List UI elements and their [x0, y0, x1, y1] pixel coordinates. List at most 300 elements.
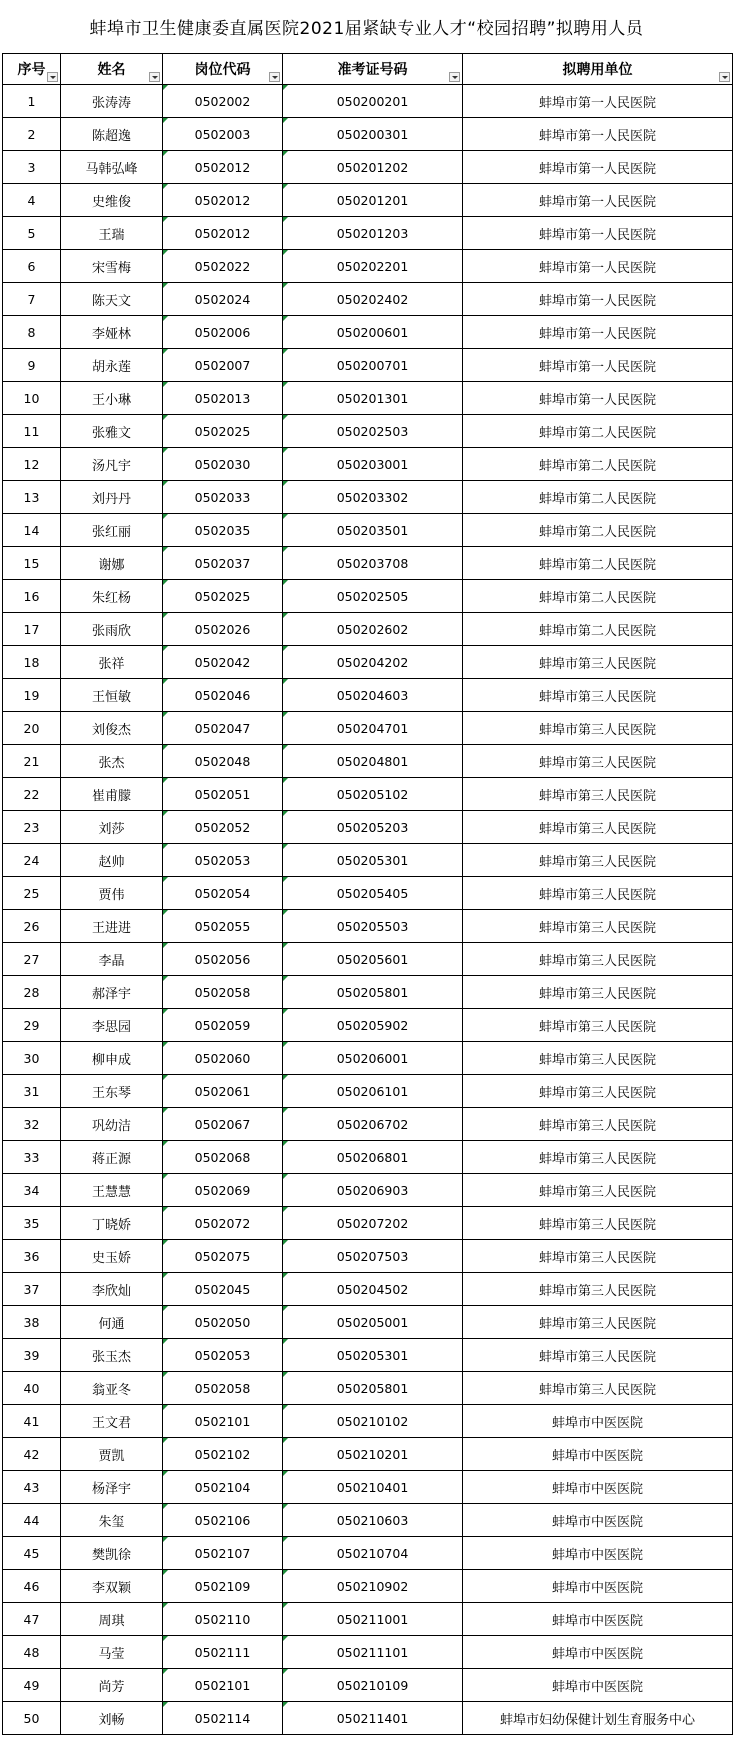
serial-cell[interactable]: 43: [3, 1471, 61, 1504]
name-cell[interactable]: 刘俊杰: [61, 712, 163, 745]
table-row: [3, 1042, 733, 1075]
employer-cell[interactable]: 蚌埠市第三人民医院: [463, 1108, 733, 1141]
name-cell[interactable]: 王小琳: [61, 382, 163, 415]
header-serial: [3, 54, 61, 85]
table-row: [3, 976, 733, 1009]
name-cell[interactable]: 王瑞: [61, 217, 163, 250]
name-cell[interactable]: 赵帅: [61, 844, 163, 877]
exam-number-cell[interactable]: 050206001: [283, 1042, 463, 1075]
employer-cell[interactable]: 蚌埠市第三人民医院: [463, 976, 733, 1009]
table-row: [3, 283, 733, 316]
name-cell[interactable]: 王东琴: [61, 1075, 163, 1108]
exam-number-cell[interactable]: 050206903: [283, 1174, 463, 1207]
header-label: 拟聘用单位: [562, 62, 633, 78]
employer-cell[interactable]: 蚌埠市第二人民医院: [463, 613, 733, 646]
serial-cell[interactable]: 37: [3, 1273, 61, 1306]
serial-cell[interactable]: 23: [3, 811, 61, 844]
table-row: [3, 85, 733, 118]
serial-cell[interactable]: 38: [3, 1306, 61, 1339]
table-row: [3, 580, 733, 613]
position-code-cell[interactable]: 0502003: [163, 118, 283, 151]
position-code-cell[interactable]: 0502111: [163, 1636, 283, 1669]
name-cell[interactable]: 马韩弘峰: [61, 151, 163, 184]
employer-cell[interactable]: 蚌埠市妇幼保健计划生育服务中心: [463, 1702, 733, 1735]
name-cell[interactable]: 王文君: [61, 1405, 163, 1438]
position-code-cell[interactable]: 0502006: [163, 316, 283, 349]
recruitment-table: [2, 53, 733, 1735]
exam-number-cell[interactable]: 050203001: [283, 448, 463, 481]
header-label: 姓名: [97, 62, 126, 78]
header-position-code: [163, 54, 283, 85]
exam-number-cell[interactable]: 050201301: [283, 382, 463, 415]
header-name: [61, 54, 163, 85]
name-cell[interactable]: 张杰: [61, 745, 163, 778]
name-cell[interactable]: 张雨欣: [61, 613, 163, 646]
table-row: [3, 1339, 733, 1372]
serial-cell[interactable]: 32: [3, 1108, 61, 1141]
employer-cell[interactable]: 蚌埠市第一人民医院: [463, 283, 733, 316]
name-cell[interactable]: 汤凡宇: [61, 448, 163, 481]
serial-cell[interactable]: 47: [3, 1603, 61, 1636]
exam-number-cell[interactable]: 050205001: [283, 1306, 463, 1339]
employer-cell[interactable]: 蚌埠市第一人民医院: [463, 151, 733, 184]
employer-cell[interactable]: 蚌埠市第一人民医院: [463, 85, 733, 118]
employer-cell[interactable]: 蚌埠市第三人民医院: [463, 712, 733, 745]
table-row: [3, 481, 733, 514]
table-row: [3, 1141, 733, 1174]
serial-cell[interactable]: 6: [3, 250, 61, 283]
employer-cell[interactable]: 蚌埠市第三人民医院: [463, 1141, 733, 1174]
employer-cell[interactable]: 蚌埠市中医医院: [463, 1669, 733, 1702]
name-cell[interactable]: 张玉杰: [61, 1339, 163, 1372]
position-code-cell[interactable]: 0502106: [163, 1504, 283, 1537]
name-cell[interactable]: 朱玺: [61, 1504, 163, 1537]
serial-cell[interactable]: 26: [3, 910, 61, 943]
serial-cell[interactable]: 41: [3, 1405, 61, 1438]
name-cell[interactable]: 史维俊: [61, 184, 163, 217]
position-code-cell[interactable]: 0502059: [163, 1009, 283, 1042]
exam-number-cell[interactable]: 050203708: [283, 547, 463, 580]
exam-number-cell[interactable]: 050202505: [283, 580, 463, 613]
exam-number-cell[interactable]: 050210201: [283, 1438, 463, 1471]
serial-cell[interactable]: 27: [3, 943, 61, 976]
exam-number-cell[interactable]: 050201201: [283, 184, 463, 217]
name-cell[interactable]: 贾伟: [61, 877, 163, 910]
name-cell[interactable]: 张雅文: [61, 415, 163, 448]
name-cell[interactable]: 王恒敏: [61, 679, 163, 712]
serial-cell[interactable]: 46: [3, 1570, 61, 1603]
serial-cell[interactable]: 18: [3, 646, 61, 679]
employer-cell[interactable]: 蚌埠市第三人民医院: [463, 1075, 733, 1108]
employer-cell[interactable]: 蚌埠市第三人民医院: [463, 1240, 733, 1273]
serial-cell[interactable]: 9: [3, 349, 61, 382]
employer-cell[interactable]: 蚌埠市第三人民医院: [463, 1174, 733, 1207]
employer-cell[interactable]: 蚌埠市第一人民医院: [463, 349, 733, 382]
table-row: [3, 1306, 733, 1339]
position-code-cell[interactable]: 0502013: [163, 382, 283, 415]
position-code-cell[interactable]: 0502026: [163, 613, 283, 646]
serial-cell[interactable]: 17: [3, 613, 61, 646]
serial-cell[interactable]: 7: [3, 283, 61, 316]
exam-number-cell[interactable]: 050205801: [283, 976, 463, 1009]
position-code-cell[interactable]: 0502022: [163, 250, 283, 283]
employer-cell[interactable]: 蚌埠市第二人民医院: [463, 580, 733, 613]
position-code-cell[interactable]: 0502067: [163, 1108, 283, 1141]
table-row: [3, 646, 733, 679]
name-cell[interactable]: 郝泽宇: [61, 976, 163, 1009]
employer-cell[interactable]: 蚌埠市第三人民医院: [463, 1372, 733, 1405]
table-row: [3, 217, 733, 250]
employer-cell[interactable]: 蚌埠市中医医院: [463, 1471, 733, 1504]
position-code-cell[interactable]: 0502101: [163, 1405, 283, 1438]
serial-cell[interactable]: 25: [3, 877, 61, 910]
position-code-cell[interactable]: 0502058: [163, 976, 283, 1009]
name-cell[interactable]: 丁晓娇: [61, 1207, 163, 1240]
exam-number-cell[interactable]: 050210109: [283, 1669, 463, 1702]
table-row: [3, 745, 733, 778]
header-employer: [463, 54, 733, 85]
exam-number-cell[interactable]: 050205301: [283, 1339, 463, 1372]
name-cell[interactable]: 李娅林: [61, 316, 163, 349]
exam-number-cell[interactable]: 050201202: [283, 151, 463, 184]
exam-number-cell[interactable]: 050210704: [283, 1537, 463, 1570]
exam-number-cell[interactable]: 050206101: [283, 1075, 463, 1108]
position-code-cell[interactable]: 0502048: [163, 745, 283, 778]
position-code-cell[interactable]: 0502072: [163, 1207, 283, 1240]
employer-cell[interactable]: 蚌埠市第三人民医院: [463, 1273, 733, 1306]
exam-number-cell[interactable]: 050211101: [283, 1636, 463, 1669]
employer-cell[interactable]: 蚌埠市第一人民医院: [463, 382, 733, 415]
exam-number-cell[interactable]: 050205102: [283, 778, 463, 811]
table-row: [3, 1405, 733, 1438]
employer-cell[interactable]: 蚌埠市第三人民医院: [463, 1207, 733, 1240]
employer-cell[interactable]: 蚌埠市第一人民医院: [463, 217, 733, 250]
position-code-cell[interactable]: 0502025: [163, 580, 283, 613]
position-code-cell[interactable]: 0502052: [163, 811, 283, 844]
employer-cell[interactable]: 蚌埠市中医医院: [463, 1504, 733, 1537]
serial-cell[interactable]: 24: [3, 844, 61, 877]
table-body: [3, 85, 733, 1735]
serial-cell[interactable]: 16: [3, 580, 61, 613]
name-cell[interactable]: 史玉娇: [61, 1240, 163, 1273]
exam-number-cell[interactable]: 050200301: [283, 118, 463, 151]
position-code-cell[interactable]: 0502114: [163, 1702, 283, 1735]
exam-number-cell[interactable]: 050200201: [283, 85, 463, 118]
header-label: 序号: [17, 62, 46, 78]
employer-cell[interactable]: 蚌埠市第三人民医院: [463, 943, 733, 976]
filter-dropdown-icon[interactable]: [47, 72, 58, 82]
name-cell[interactable]: 翁亚冬: [61, 1372, 163, 1405]
name-cell[interactable]: 李晶: [61, 943, 163, 976]
table-row: [3, 316, 733, 349]
name-cell[interactable]: 朱红杨: [61, 580, 163, 613]
position-code-cell[interactable]: 0502053: [163, 1339, 283, 1372]
serial-cell[interactable]: 19: [3, 679, 61, 712]
exam-number-cell[interactable]: 050202402: [283, 283, 463, 316]
exam-number-cell[interactable]: 050200601: [283, 316, 463, 349]
header-label: 岗位代码: [194, 62, 251, 78]
employer-cell[interactable]: 蚌埠市第二人民医院: [463, 514, 733, 547]
name-cell[interactable]: 杨泽宇: [61, 1471, 163, 1504]
employer-cell[interactable]: 蚌埠市第三人民医院: [463, 1009, 733, 1042]
position-code-cell[interactable]: 0502053: [163, 844, 283, 877]
exam-number-cell[interactable]: 050206801: [283, 1141, 463, 1174]
exam-number-cell[interactable]: 050207503: [283, 1240, 463, 1273]
position-code-cell[interactable]: 0502061: [163, 1075, 283, 1108]
employer-cell[interactable]: 蚌埠市第二人民医院: [463, 481, 733, 514]
serial-cell[interactable]: 48: [3, 1636, 61, 1669]
serial-cell[interactable]: 28: [3, 976, 61, 1009]
serial-cell[interactable]: 12: [3, 448, 61, 481]
table-row: [3, 382, 733, 415]
name-cell[interactable]: 刘畅: [61, 1702, 163, 1735]
employer-cell[interactable]: 蚌埠市中医医院: [463, 1537, 733, 1570]
employer-cell[interactable]: 蚌埠市第二人民医院: [463, 448, 733, 481]
name-cell[interactable]: 尚芳: [61, 1669, 163, 1702]
name-cell[interactable]: 马莹: [61, 1636, 163, 1669]
table-row: [3, 1702, 733, 1735]
serial-cell[interactable]: 50: [3, 1702, 61, 1735]
table-row: [3, 184, 733, 217]
serial-cell[interactable]: 39: [3, 1339, 61, 1372]
serial-cell[interactable]: 10: [3, 382, 61, 415]
document-title: 蚌埠市卫生健康委直属医院2021届紧缺专业人才“校园招聘”拟聘用人员: [89, 18, 644, 39]
name-cell[interactable]: 张祥: [61, 646, 163, 679]
exam-number-cell[interactable]: 050204202: [283, 646, 463, 679]
employer-cell[interactable]: 蚌埠市第三人民医院: [463, 910, 733, 943]
serial-cell[interactable]: 31: [3, 1075, 61, 1108]
position-code-cell[interactable]: 0502045: [163, 1273, 283, 1306]
employer-cell[interactable]: 蚌埠市中医医院: [463, 1438, 733, 1471]
serial-cell[interactable]: 35: [3, 1207, 61, 1240]
filter-dropdown-icon[interactable]: [719, 72, 730, 82]
employer-cell[interactable]: 蚌埠市第二人民医院: [463, 415, 733, 448]
exam-number-cell[interactable]: 050203302: [283, 481, 463, 514]
table-row: [3, 547, 733, 580]
employer-cell[interactable]: 蚌埠市第三人民医院: [463, 877, 733, 910]
name-cell[interactable]: 宋雪梅: [61, 250, 163, 283]
name-cell[interactable]: 王慧慧: [61, 1174, 163, 1207]
exam-number-cell[interactable]: 050210401: [283, 1471, 463, 1504]
serial-cell[interactable]: 11: [3, 415, 61, 448]
exam-number-cell[interactable]: 050210603: [283, 1504, 463, 1537]
serial-cell[interactable]: 8: [3, 316, 61, 349]
position-code-cell[interactable]: 0502054: [163, 877, 283, 910]
position-code-cell[interactable]: 0502033: [163, 481, 283, 514]
serial-cell[interactable]: 44: [3, 1504, 61, 1537]
table-row: [3, 1240, 733, 1273]
exam-number-cell[interactable]: 050202201: [283, 250, 463, 283]
employer-cell[interactable]: 蚌埠市第一人民医院: [463, 184, 733, 217]
serial-cell[interactable]: 22: [3, 778, 61, 811]
name-cell[interactable]: 刘丹丹: [61, 481, 163, 514]
employer-cell[interactable]: 蚌埠市第一人民医院: [463, 250, 733, 283]
exam-number-cell[interactable]: 050202602: [283, 613, 463, 646]
name-cell[interactable]: 张涛涛: [61, 85, 163, 118]
table-row: [3, 1570, 733, 1603]
serial-cell[interactable]: 21: [3, 745, 61, 778]
position-code-cell[interactable]: 0502075: [163, 1240, 283, 1273]
position-code-cell[interactable]: 0502035: [163, 514, 283, 547]
employer-cell[interactable]: 蚌埠市第三人民医院: [463, 679, 733, 712]
serial-cell[interactable]: 1: [3, 85, 61, 118]
exam-number-cell[interactable]: 050205801: [283, 1372, 463, 1405]
position-code-cell[interactable]: 0502050: [163, 1306, 283, 1339]
serial-cell[interactable]: 45: [3, 1537, 61, 1570]
serial-cell[interactable]: 33: [3, 1141, 61, 1174]
table-row: [3, 151, 733, 184]
name-cell[interactable]: 贾凯: [61, 1438, 163, 1471]
serial-cell[interactable]: 13: [3, 481, 61, 514]
filter-dropdown-icon[interactable]: [269, 72, 280, 82]
serial-cell[interactable]: 40: [3, 1372, 61, 1405]
table-row: [3, 877, 733, 910]
position-code-cell[interactable]: 0502007: [163, 349, 283, 382]
name-cell[interactable]: 李欣灿: [61, 1273, 163, 1306]
position-code-cell[interactable]: 0502012: [163, 151, 283, 184]
serial-cell[interactable]: 3: [3, 151, 61, 184]
employer-cell[interactable]: 蚌埠市第三人民医院: [463, 646, 733, 679]
name-cell[interactable]: 胡永莲: [61, 349, 163, 382]
table-row: [3, 1504, 733, 1537]
position-code-cell[interactable]: 0502109: [163, 1570, 283, 1603]
exam-number-cell[interactable]: 050204801: [283, 745, 463, 778]
exam-number-cell[interactable]: 050204603: [283, 679, 463, 712]
position-code-cell[interactable]: 0502025: [163, 415, 283, 448]
position-code-cell[interactable]: 0502002: [163, 85, 283, 118]
employer-cell[interactable]: 蚌埠市中医医院: [463, 1636, 733, 1669]
position-code-cell[interactable]: 0502047: [163, 712, 283, 745]
position-code-cell[interactable]: 0502101: [163, 1669, 283, 1702]
name-cell[interactable]: 李双颖: [61, 1570, 163, 1603]
serial-cell[interactable]: 36: [3, 1240, 61, 1273]
name-cell[interactable]: 蒋正源: [61, 1141, 163, 1174]
employer-cell[interactable]: 蚌埠市第三人民医院: [463, 844, 733, 877]
employer-cell[interactable]: 蚌埠市第一人民医院: [463, 118, 733, 151]
name-cell[interactable]: 李思园: [61, 1009, 163, 1042]
position-code-cell[interactable]: 0502037: [163, 547, 283, 580]
exam-number-cell[interactable]: 050211401: [283, 1702, 463, 1735]
name-cell[interactable]: 柳申成: [61, 1042, 163, 1075]
employer-cell[interactable]: 蚌埠市第二人民医院: [463, 547, 733, 580]
position-code-cell[interactable]: 0502012: [163, 184, 283, 217]
employer-cell[interactable]: 蚌埠市第三人民医院: [463, 1042, 733, 1075]
name-cell[interactable]: 樊凯徐: [61, 1537, 163, 1570]
position-code-cell[interactable]: 0502055: [163, 910, 283, 943]
serial-cell[interactable]: 29: [3, 1009, 61, 1042]
exam-number-cell[interactable]: 050210902: [283, 1570, 463, 1603]
position-code-cell[interactable]: 0502068: [163, 1141, 283, 1174]
name-cell[interactable]: 谢娜: [61, 547, 163, 580]
employer-cell[interactable]: 蚌埠市第三人民医院: [463, 811, 733, 844]
position-code-cell[interactable]: 0502058: [163, 1372, 283, 1405]
employer-cell[interactable]: 蚌埠市中医医院: [463, 1570, 733, 1603]
position-code-cell[interactable]: 0502056: [163, 943, 283, 976]
position-code-cell[interactable]: 0502012: [163, 217, 283, 250]
position-code-cell[interactable]: 0502051: [163, 778, 283, 811]
name-cell[interactable]: 巩幼洁: [61, 1108, 163, 1141]
table-row: [3, 844, 733, 877]
employer-cell[interactable]: 蚌埠市第三人民医院: [463, 778, 733, 811]
exam-number-cell[interactable]: 050205203: [283, 811, 463, 844]
serial-cell[interactable]: 15: [3, 547, 61, 580]
position-code-cell[interactable]: 0502024: [163, 283, 283, 316]
exam-number-cell[interactable]: 050205601: [283, 943, 463, 976]
exam-number-cell[interactable]: 050205902: [283, 1009, 463, 1042]
name-cell[interactable]: 何通: [61, 1306, 163, 1339]
employer-cell[interactable]: 蚌埠市中医医院: [463, 1405, 733, 1438]
position-code-cell[interactable]: 0502110: [163, 1603, 283, 1636]
name-cell[interactable]: 刘莎: [61, 811, 163, 844]
name-cell[interactable]: 张红丽: [61, 514, 163, 547]
exam-number-cell[interactable]: 050200701: [283, 349, 463, 382]
name-cell[interactable]: 陈天文: [61, 283, 163, 316]
serial-cell[interactable]: 42: [3, 1438, 61, 1471]
name-cell[interactable]: 王进进: [61, 910, 163, 943]
position-code-cell[interactable]: 0502042: [163, 646, 283, 679]
name-cell[interactable]: 崔甫朦: [61, 778, 163, 811]
table-row: [3, 1636, 733, 1669]
exam-number-cell[interactable]: 050206702: [283, 1108, 463, 1141]
name-cell[interactable]: 陈超逸: [61, 118, 163, 151]
serial-cell[interactable]: 4: [3, 184, 61, 217]
table-row: [3, 1372, 733, 1405]
table-row: [3, 1669, 733, 1702]
exam-number-cell[interactable]: 050205405: [283, 877, 463, 910]
serial-cell[interactable]: 5: [3, 217, 61, 250]
serial-cell[interactable]: 2: [3, 118, 61, 151]
table-row: [3, 448, 733, 481]
serial-cell[interactable]: 49: [3, 1669, 61, 1702]
position-code-cell[interactable]: 0502104: [163, 1471, 283, 1504]
table-row: [3, 1108, 733, 1141]
employer-cell[interactable]: 蚌埠市第三人民医院: [463, 1306, 733, 1339]
position-code-cell[interactable]: 0502102: [163, 1438, 283, 1471]
employer-cell[interactable]: 蚌埠市第三人民医院: [463, 745, 733, 778]
serial-cell[interactable]: 20: [3, 712, 61, 745]
employer-cell[interactable]: 蚌埠市中医医院: [463, 1603, 733, 1636]
position-code-cell[interactable]: 0502069: [163, 1174, 283, 1207]
table-row: [3, 118, 733, 151]
exam-number-cell[interactable]: 050205301: [283, 844, 463, 877]
position-code-cell[interactable]: 0502030: [163, 448, 283, 481]
employer-cell[interactable]: 蚌埠市第三人民医院: [463, 1339, 733, 1372]
exam-number-cell[interactable]: 050204701: [283, 712, 463, 745]
table-row: [3, 712, 733, 745]
exam-number-cell[interactable]: 050203501: [283, 514, 463, 547]
serial-cell[interactable]: 30: [3, 1042, 61, 1075]
exam-number-cell[interactable]: 050202503: [283, 415, 463, 448]
table-row: [3, 778, 733, 811]
employer-cell[interactable]: 蚌埠市第一人民医院: [463, 316, 733, 349]
position-code-cell[interactable]: 0502046: [163, 679, 283, 712]
serial-cell[interactable]: 34: [3, 1174, 61, 1207]
serial-cell[interactable]: 14: [3, 514, 61, 547]
position-code-cell[interactable]: 0502107: [163, 1537, 283, 1570]
name-cell[interactable]: 周琪: [61, 1603, 163, 1636]
filter-dropdown-icon[interactable]: [149, 72, 160, 82]
header-exam-number: [283, 54, 463, 85]
exam-number-cell[interactable]: 050210102: [283, 1405, 463, 1438]
exam-number-cell[interactable]: 050205503: [283, 910, 463, 943]
exam-number-cell[interactable]: 050211001: [283, 1603, 463, 1636]
table-row: [3, 811, 733, 844]
filter-dropdown-icon[interactable]: [449, 72, 460, 82]
exam-number-cell[interactable]: 050201203: [283, 217, 463, 250]
position-code-cell[interactable]: 0502060: [163, 1042, 283, 1075]
exam-number-cell[interactable]: 050204502: [283, 1273, 463, 1306]
exam-number-cell[interactable]: 050207202: [283, 1207, 463, 1240]
